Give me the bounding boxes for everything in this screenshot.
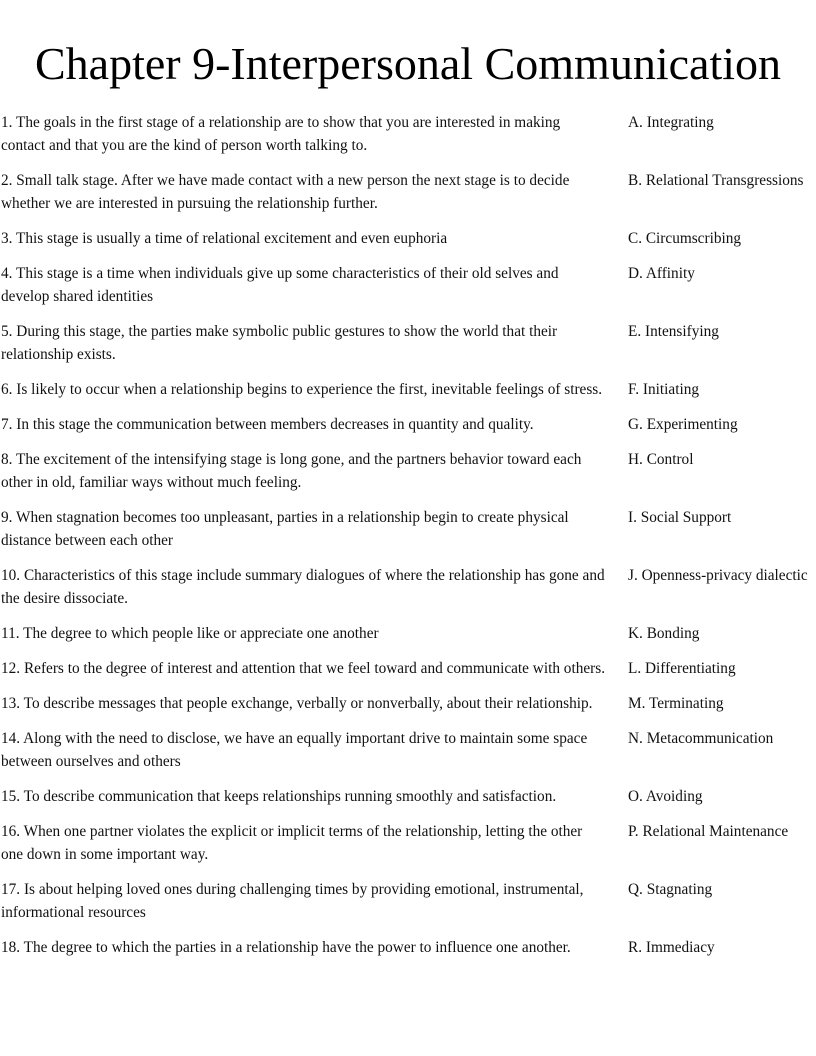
term-text: L. Differentiating [628,660,736,677]
term-text: H. Control [628,451,694,468]
term-text: B. Relational Transgressions [628,172,804,189]
term-text: K. Bonding [628,625,700,642]
page-title: Chapter 9-Interpersonal Communication [34,38,782,89]
matching-row [0,506,816,552]
definition-text: 5. During this stage, the parties make symbolic public gestures to show the world that their relationship exists. [1,323,558,363]
matching-row [0,820,816,866]
matching-list [0,111,816,971]
matching-row [0,448,816,494]
term-text: J. Openness-privacy dialectic [628,567,808,584]
definition-text: 2. Small talk stage. After we have made contact with a new person the next stage is to decide whether we are interested in pursuing the relationship further. [1,172,570,212]
definition-text: 17. Is about helping loved ones during challenging times by providing emotional, instrumental, informational resources [1,881,584,921]
matching-row [0,320,816,366]
matching-row [0,111,816,157]
definition-text: 9. When stagnation becomes too unpleasant, parties in a relationship begin to create physical distance between each other [1,509,569,549]
matching-row [0,227,816,250]
matching-row [0,564,816,610]
definition-text: 14. Along with the need to disclose, we have an equally important drive to maintain some space between ourselves and others [1,730,588,770]
matching-row [0,727,816,773]
definition-text: 3. This stage is usually a time of relational excitement and even euphoria [1,230,448,247]
definition-text: 4. This stage is a time when individuals give up some characteristics of their old selves and develop shared identities [1,265,559,305]
matching-row [0,785,816,808]
term-text: E. Intensifying [628,323,719,340]
term-text: N. Metacommunication [628,730,774,747]
term-text: P. Relational Maintenance [628,823,789,840]
matching-row [0,692,816,715]
definition-text: 12. Refers to the degree of interest and attention that we feel toward and communicate with others. [1,660,606,677]
definition-text: 16. When one partner violates the explicit or implicit terms of the relationship, letting the other one down in some important way. [1,823,583,863]
term-text: R. Immediacy [628,939,715,956]
matching-row [0,169,816,215]
definition-text: 8. The excitement of the intensifying stage is long gone, and the partners behavior toward each other in old, familiar ways without much feeling. [1,451,582,491]
term-text: C. Circumscribing [628,230,742,247]
definition-text: 1. The goals in the first stage of a relationship are to show that you are interested in making contact and that you are the kind of person worth talking to. [1,114,561,154]
definition-text: 18. The degree to which the parties in a relationship have the power to influence one another. [1,939,571,956]
term-text: F. Initiating [628,381,700,398]
matching-row [0,622,816,645]
term-text: M. Terminating [628,695,724,712]
term-text: D. Affinity [628,265,695,282]
matching-row [0,378,816,401]
definition-text: 13. To describe messages that people exchange, verbally or nonverbally, about their relationship. [1,695,593,712]
definition-text: 10. Characteristics of this stage include summary dialogues of where the relationship has gone and the desire dissociate. [1,567,605,607]
matching-row [0,657,816,680]
matching-row [0,262,816,308]
term-text: I. Social Support [628,509,732,526]
definition-text: 6. Is likely to occur when a relationship begins to experience the first, inevitable feelings of stress. [1,381,603,398]
matching-row [0,878,816,924]
term-text: A. Integrating [628,114,714,131]
term-text: O. Avoiding [628,788,703,805]
term-text: G. Experimenting [628,416,738,433]
definition-text: 11. The degree to which people like or appreciate one another [1,625,379,642]
matching-row [0,413,816,436]
definition-text: 7. In this stage the communication between members decreases in quantity and quality. [1,416,534,433]
term-text: Q. Stagnating [628,881,713,898]
definition-text: 15. To describe communication that keeps relationships running smoothly and satisfaction. [1,788,557,805]
matching-row [0,936,816,959]
